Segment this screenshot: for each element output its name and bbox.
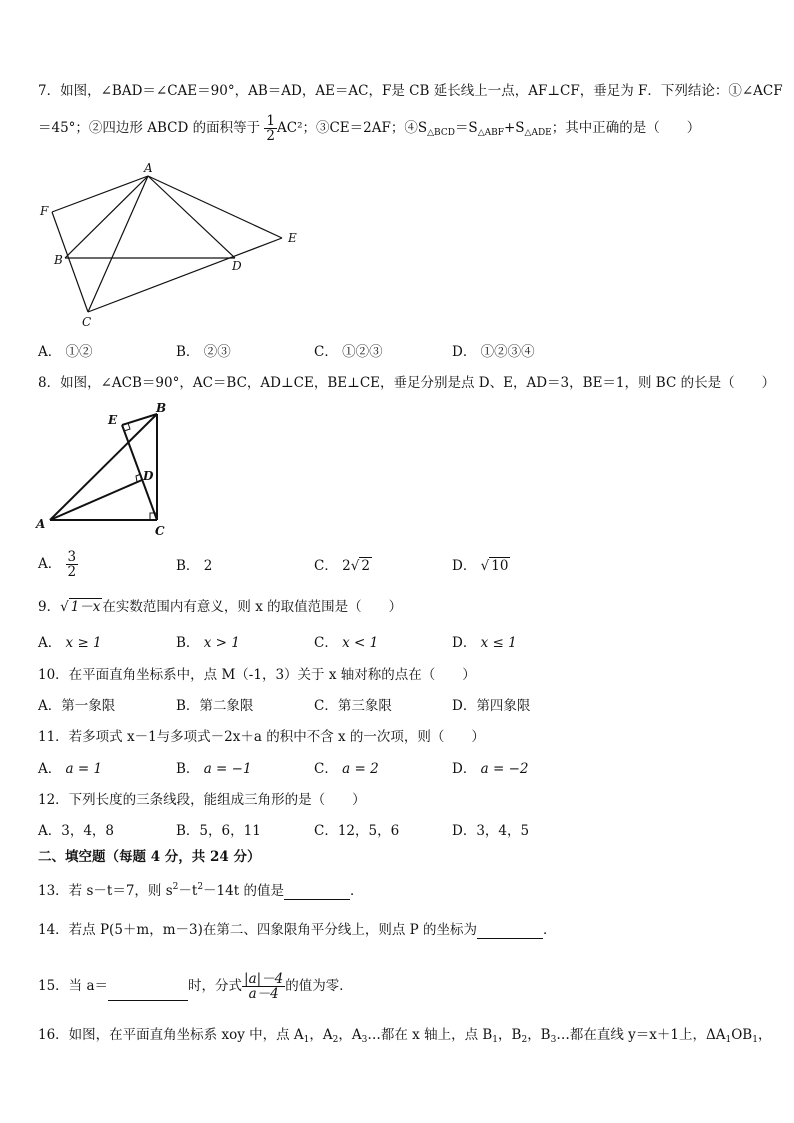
q13-text-d: ． [349,883,364,899]
option-text: x ≤ 1 [480,635,517,651]
q7-text-2b: AC²；③CE＝2AF；④S [276,120,428,136]
q7-frac-num: 1 [266,113,275,129]
q15-text-b: 时，分式 [188,978,243,994]
q10-stem: 10．在平面直角坐标系中，点 M（-1，3）关于 x 轴对称的点在（ ） [38,667,476,683]
sqrt-coef: 2 [342,558,351,574]
option-letter: D． [452,698,477,714]
option-letter: B． [176,344,200,360]
option-text: x > 1 [203,635,240,651]
option-letter: C． [314,761,338,777]
option-text: ②③ [203,344,231,360]
q16-sub: 3 [361,1035,368,1045]
q7-line2 [38,114,700,143]
option-text: 12，5，6 [337,823,400,839]
q13-stem [38,878,363,900]
option-letter: D． [452,823,477,839]
q12-stem: 12．下列长度的三条线段，能组成三角形的是（ ） [38,792,366,808]
q16-sub: 2 [521,1035,528,1045]
q16-text-g: …都在直线 y＝x＋1上，ΔA [556,1027,726,1043]
q16-sub: 1 [752,1035,758,1045]
q15-stem [38,972,353,1001]
q15-text-a: 15．当 a＝ [38,978,109,994]
q11-option-b[interactable] [176,760,252,778]
option-text: ①②③④ [480,344,535,360]
q16-text-d: …都在 x 轴上，点 B [367,1027,493,1043]
option-text: a = 1 [65,761,103,777]
q9-option-c[interactable] [314,634,378,652]
option-text: ①②③ [342,344,383,360]
q15-frac-num: |a|－4 [244,971,284,987]
q7-plus: +S [503,120,525,136]
option-letter: D． [452,558,477,574]
q8-figure [30,400,180,540]
option-text: 第一象限 [61,698,116,714]
q11-option-a[interactable] [38,760,102,778]
option-letter: D． [452,761,477,777]
q8-option-b[interactable] [176,557,212,575]
option-letter: C． [314,344,338,360]
q7-label-a: A [144,161,153,175]
q7-label-e: E [288,231,297,245]
q7-line1 [38,82,783,100]
option-text: 5，6，11 [199,823,261,839]
q9-option-d[interactable] [452,634,517,652]
q16-text-a: 16．如图，在平面直角坐标系 xoy 中，点 A [38,1027,304,1043]
option-text: 3，4，8 [61,823,115,839]
q10-option-b[interactable] [176,697,253,715]
q13-sup2: 2 [197,882,204,892]
q12-option-a[interactable] [38,822,114,840]
option-letter: D． [452,635,477,651]
q9-number: 9． [38,599,61,615]
q7-text-2c: ；其中正确的是（ ） [551,120,701,136]
q11-option-d[interactable] [452,760,528,778]
q16-sub: 2 [332,1035,339,1045]
option-letter: D． [452,344,477,360]
option-letter: B． [176,761,200,777]
option-letter: A． [38,556,62,572]
q10-option-d[interactable] [452,697,530,715]
q16-text-e: ，B [498,1027,522,1043]
section-fill-in-title: 二、填空题（每题 4 分，共 24 分） [38,849,261,865]
q15-frac-den: a－4 [248,986,279,1002]
q16-text-h: OB [731,1027,753,1043]
q8-label-d: D [143,469,154,483]
option-letter: C． [314,558,338,574]
q15-fraction [242,972,285,1001]
option-letter: C． [314,823,338,839]
q7-option-c[interactable] [314,343,383,361]
option-letter: B． [176,698,200,714]
q7-option-a[interactable] [38,343,93,361]
option-text: x < 1 [342,635,379,651]
q8-label-e: E [108,413,118,427]
q8-label-b: B [156,401,167,415]
q13-sup1: 2 [172,882,179,892]
q16-sub: 3 [550,1035,557,1045]
q16-sub: 1 [725,1035,732,1045]
q7-text-2a: ＝45°；②四边形 ABCD 的面积等于 [38,120,261,136]
q7-text-1b: 如图，∠BAD＝∠CAE＝90°，AB＝AD，AE＝AC，F是 CB 延长线上一点，AF⊥CF，垂足为 F．下列结论：①∠ACF [60,83,783,99]
q7-label-c: C [82,315,92,329]
q7-label-f: F [40,204,49,218]
q12-option-d[interactable] [452,822,529,840]
q7-s2-sub: △ABF [477,128,504,138]
option-text: a = −2 [480,761,529,777]
option-text: a = 2 [342,761,379,777]
q7-label-d: D [232,259,242,273]
option-text: 第四象限 [476,698,531,714]
q7-figure [30,160,320,330]
option-letter: B． [176,558,200,574]
q7-option-d[interactable] [452,343,535,361]
q16-text-i: ， [757,1027,772,1043]
q14-text-a: 14．若点 P(5＋m，m－3)在第二、四象限角平分线上，则点 P 的坐标为 [38,922,478,938]
sqrt-radicand: 10 [491,558,509,574]
q7-fraction [264,114,277,143]
option-letter: A． [38,761,62,777]
q7-frac-den: 2 [266,128,275,144]
q14-answer-blank[interactable] [477,924,543,939]
option-letter: C． [314,698,338,714]
q16-stem [38,1026,771,1049]
option-letter: A． [38,823,62,839]
q15-text-c: 的值为零． [285,978,353,994]
q7-label-b: B [54,253,63,267]
q16-text-b: ，A [309,1027,333,1043]
option-text: 第三象限 [337,698,392,714]
q7-text-1: 7． [38,83,61,99]
q9-stem: 9．√ 1－x 在实数范围内有意义，则 x 的取值范围是（ ） [38,599,403,615]
option-text: 2 [203,558,213,574]
option-text: 第二象限 [199,698,254,714]
q9-option-a[interactable] [38,634,102,652]
q8-option-a-fraction [66,550,79,579]
q7-option-b[interactable] [176,343,231,361]
q16-text-c: ，A [338,1027,362,1043]
option-text: x ≥ 1 [65,635,102,651]
q12-option-c[interactable] [314,822,399,840]
q11-option-c[interactable] [314,760,379,778]
q8-stem: 8．如图，∠ACB＝90°，AC＝BC，AD⊥CE，BE⊥CE，垂足分别是点 D、E，AD＝3，BE＝1，则 BC 的长是（ ） [38,375,776,391]
option-letter: C． [314,635,338,651]
option-letter: A． [38,344,62,360]
option-letter: B． [176,823,200,839]
q10-option-a[interactable] [38,697,115,715]
q9-text: 在实数范围内有意义，则 x 的取值范围是（ ） [102,599,403,615]
sqrt-radicand: 2 [361,558,370,574]
q15-answer-blank[interactable] [108,986,188,1001]
q9-option-b[interactable] [176,634,240,652]
option-text: ①② [65,344,93,360]
frac-num: 3 [67,549,77,565]
q16-text-f: ，B [527,1027,551,1043]
q8-label-a: A [36,517,46,531]
q13-answer-blank[interactable] [284,885,350,900]
q8-option-c[interactable]: C． 2√ 2 [314,558,370,574]
q8-label-c: C [155,524,165,538]
q16-sub: 1 [303,1035,310,1045]
q7-s3-sub: △ADE [524,128,552,138]
q13-text-a: 13．若 s－t＝7，则 s [38,883,173,899]
q14-text-b: ． [543,922,557,938]
option-letter: A． [38,635,62,651]
q13-text-b: －t [178,883,198,899]
q11-stem: 11．若多项式 x－1与多项式－2x＋a 的积中不含 x 的一次项，则（ ） [38,729,485,745]
option-letter: A． [38,698,62,714]
option-text: 3，4，5 [476,823,530,839]
q12-option-b[interactable] [176,822,261,840]
q7-s1-sub: △BCD [427,128,455,138]
option-letter: B． [176,635,200,651]
q7-eq: ＝S [454,120,478,136]
q16-sub: 1 [492,1035,499,1045]
option-text: a = −1 [203,761,252,777]
q14-stem [38,921,557,939]
q9-radicand: 1－x [70,599,101,615]
frac-den: 2 [67,564,77,580]
q8-option-d[interactable]: D． √ 10 [452,558,509,574]
q8-option-a[interactable] [38,550,78,579]
q13-text-c: －14t 的值是 [203,883,284,899]
q10-option-c[interactable] [314,697,392,715]
